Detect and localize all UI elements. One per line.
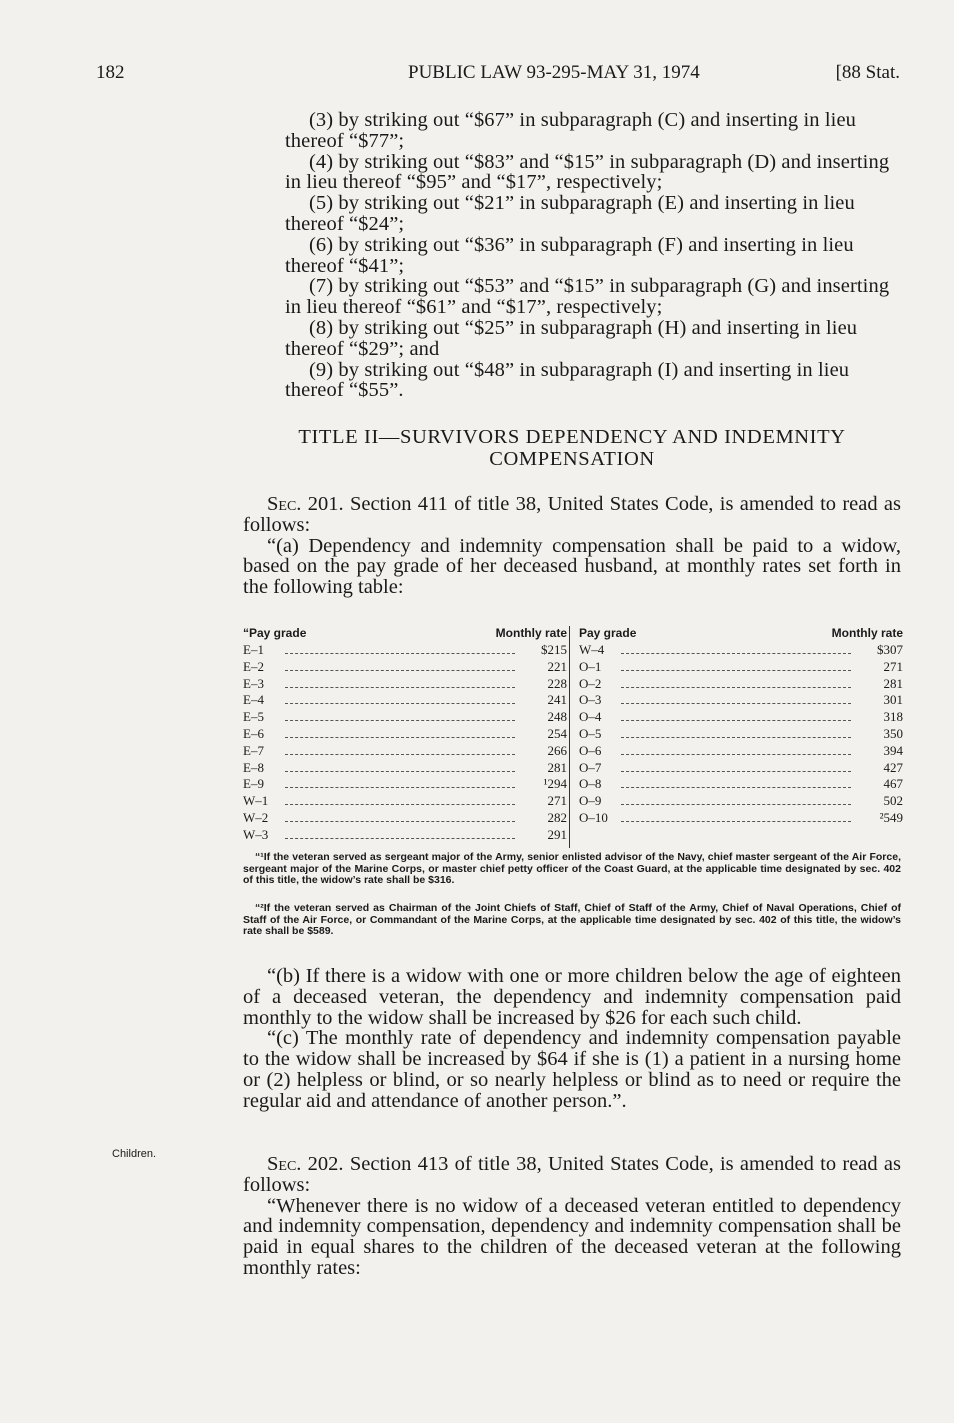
section-label: Sec. 201. bbox=[267, 493, 344, 515]
table-row: W–3 291 bbox=[243, 826, 567, 842]
table-row: O–2 281 bbox=[579, 675, 903, 691]
table-row: E–7 266 bbox=[243, 742, 567, 758]
paragraphs-b-c bbox=[243, 966, 901, 1112]
section-202-quote: “Whenever there is no widow of a deceased veteran entitled to dependency and indemnity compensation, dependency and indemnity compensation shall be paid in equal shares to the children of the deceased veteran at the following monthly rates: bbox=[243, 1194, 901, 1279]
table-row: E–5 248 bbox=[243, 709, 567, 725]
running-title: PUBLIC LAW 93-295-MAY 31, 1974 bbox=[408, 62, 700, 83]
amendment-item: (8) by striking out “$25” in subparagraph (H) and inserting in lieu thereof “$29”; and bbox=[285, 316, 858, 360]
table-row: E–1 $215 bbox=[243, 642, 567, 657]
table-row: O–3 301 bbox=[579, 692, 903, 708]
header-pay-grade: Pay grade bbox=[579, 626, 637, 640]
section-201-intro bbox=[243, 494, 901, 536]
table-row: E–4 241 bbox=[243, 692, 567, 708]
section-201 bbox=[243, 494, 901, 598]
table-row: O–8 467 bbox=[579, 776, 903, 792]
header-pay-grade: “Pay grade bbox=[243, 626, 307, 640]
amendment-item: (5) by striking out “$21” in subparagraph (E) and inserting in lieu thereof “$24”; bbox=[285, 192, 855, 235]
table-header bbox=[243, 624, 567, 642]
table-row: E–8 281 bbox=[243, 759, 567, 775]
amendment-item: (6) by striking out “$36” in subparagraph (F) and inserting in lieu thereof “$41”; bbox=[285, 233, 854, 277]
page-number: 182 bbox=[96, 62, 125, 83]
paragraph-a: “(a) Dependency and indemnity compensation shall be paid to a widow, based on the pay grade of her deceased husband, at monthly rates set forth in the following table: bbox=[243, 534, 901, 599]
table-row: E–6 254 bbox=[243, 725, 567, 741]
table-header bbox=[579, 624, 903, 642]
header-monthly-rate: Monthly rate bbox=[495, 626, 567, 640]
margin-note-children: Children. bbox=[112, 1148, 157, 1160]
paragraph-b: “(b) If there is a widow with one or more children below the age of eighteen of a deceased veteran, the dependency and indemnity compensation paid monthly to the widow shall be increased by $26 for each such child. bbox=[243, 965, 901, 1029]
table-row: E–9 ¹294 bbox=[243, 776, 567, 792]
section-202-intro bbox=[243, 1154, 901, 1196]
footnote-1: “¹If the veteran served as sergeant major of the Army, senior enlisted advisor of the Navy, chief master sergeant of the Air Force, sergeant major of the Marine Corps, or master chief petty officer of the Coast Guard, at the applicable time designated by sec. 402 of this title, the widow’s rate shall be $316. bbox=[243, 851, 901, 887]
section-202 bbox=[243, 1154, 901, 1279]
statute-reference: [88 Stat. bbox=[835, 62, 900, 83]
table-row: O–5 350 bbox=[579, 725, 903, 741]
amendment-item: (7) by striking out “$53” and “$15” in subparagraph (G) and inserting in lieu thereof “$61” and “$17”, respectively; bbox=[285, 275, 890, 319]
amendment-item: (9) by striking out “$48” in subparagraph (I) and inserting in lieu thereof “$55”. bbox=[285, 358, 850, 402]
table-row: O–10 ²549 bbox=[579, 809, 903, 825]
show-through-margin-note bbox=[112, 938, 200, 1028]
amendment-item: (4) by striking out “$83” and “$15” in subparagraph (D) and inserting in lieu thereof “$95” and “$17”, respectively; bbox=[285, 150, 890, 194]
table-row: O–4 318 bbox=[579, 709, 903, 725]
footnote-2: “²If the veteran served as Chairman of the Joint Chiefs of Staff, Chief of Staff of the Army, Chief of Naval Operations, Chief of Staff of the Air Force, or Commandant of the Marine Corps, at the applicable time designated by sec. 402 of this title, the widow’s rate shall be $589. bbox=[243, 902, 901, 938]
title-heading-block bbox=[243, 426, 901, 470]
table-row: O–7 427 bbox=[579, 759, 903, 775]
table-right-column bbox=[579, 624, 903, 827]
table-row: O–9 502 bbox=[579, 793, 903, 809]
paragraph-c: “(c) The monthly rate of dependency and indemnity compensation payable to the widow shall be increased by $64 if she is (1) a patient in a nursing home or (2) helpless or blind, or so nearly helpless or blind as to need or require the regular aid and attendance of another person.”. bbox=[243, 1027, 901, 1112]
section-label: Sec. 202. bbox=[267, 1153, 344, 1175]
page-header bbox=[96, 62, 900, 86]
amendment-items bbox=[243, 110, 901, 401]
table-row: O–6 394 bbox=[579, 742, 903, 758]
table-row: E–3 228 bbox=[243, 675, 567, 691]
table-row: O–1 271 bbox=[579, 658, 903, 674]
table-left-column bbox=[243, 624, 567, 844]
table-row: W–1 271 bbox=[243, 793, 567, 809]
amendment-item: (3) by striking out “$67” in subparagraph (C) and inserting in lieu thereof “$77”; bbox=[285, 109, 856, 152]
table-row: W–4 $307 bbox=[579, 642, 903, 657]
section-text: Section 413 of title 38, United States Code, is amended to read as follows: bbox=[243, 1153, 902, 1196]
header-monthly-rate: Monthly rate bbox=[831, 626, 903, 640]
table-row: W–2 282 bbox=[243, 809, 567, 825]
title-heading: TITLE II—SURVIVORS DEPENDENCY AND INDEMNITY COMPENSATION bbox=[298, 426, 846, 470]
section-text: Section 411 of title 38, United States Code, is amended to read as follows: bbox=[243, 493, 902, 536]
table-divider bbox=[569, 626, 570, 848]
table-row: E–2 221 bbox=[243, 658, 567, 674]
